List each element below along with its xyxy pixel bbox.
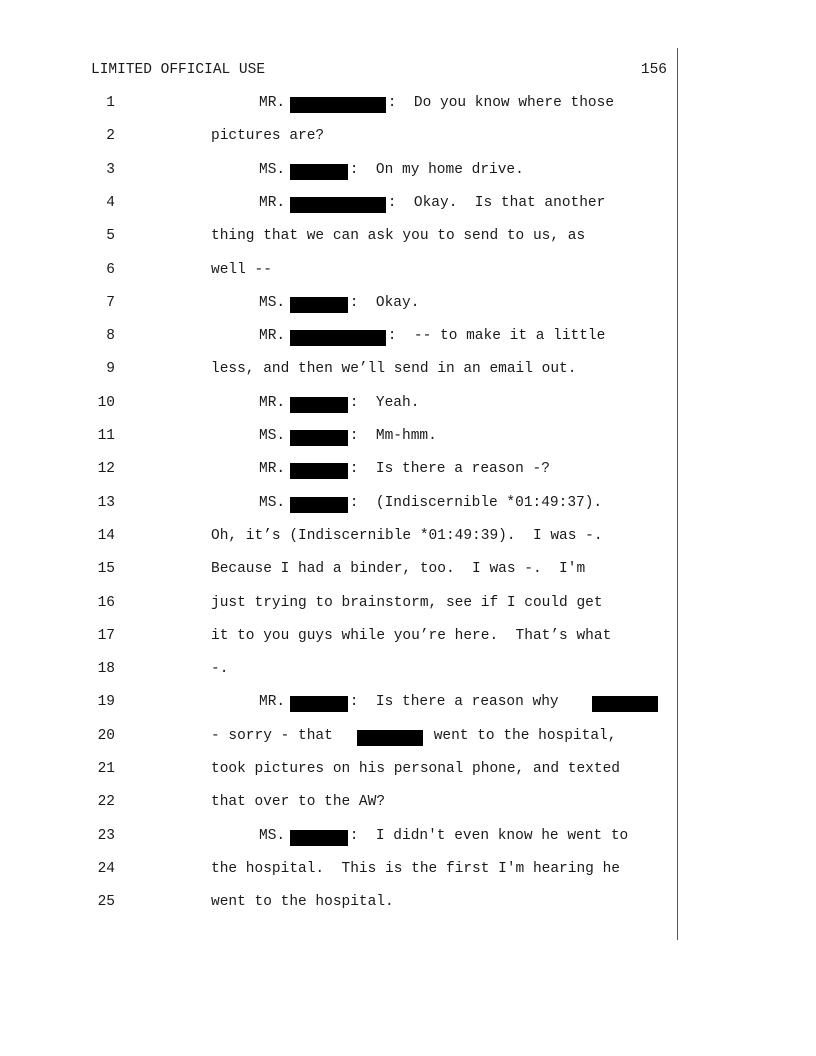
line-text: : (Indiscernible *01:49:37). [349,494,603,511]
line-text: less, and then we’ll send in an email out. [211,361,577,378]
line-number: 17 [97,627,115,644]
line-text: just trying to brainstorm, see if I could get [211,594,603,611]
line-text: that over to the AW? [211,794,386,811]
line-number: 6 [106,261,115,278]
transcript-line [0,328,816,348]
transcript-line [0,728,816,748]
transcript-line [0,894,816,914]
transcript-line [0,128,816,148]
transcript-line [0,461,816,481]
transcript-line [0,861,816,881]
redaction-box [290,164,348,180]
line-number: 23 [97,827,115,844]
line-text: went to the hospital, [425,727,617,744]
line-text: pictures are? [211,128,325,145]
line-number: 14 [97,527,115,544]
line-number: 8 [106,328,115,345]
redaction-box [290,197,386,213]
page-number: 156 [640,62,667,78]
line-text: MS. [259,428,286,444]
line-text: : -- to make it a little [387,328,606,345]
transcript-line [0,761,816,781]
redaction-box [290,696,348,712]
line-text: MR. [259,394,286,411]
transcript-line [0,361,816,381]
transcript-line [0,95,816,115]
transcript-line [0,561,816,581]
line-text: MR. [259,328,286,345]
transcript-line [0,661,816,681]
transcript-line [0,528,816,548]
line-number: 24 [97,860,115,877]
line-text: : Is there a reason why [349,694,568,711]
transcript-line [0,428,816,448]
line-number: 18 [97,661,115,678]
redaction-box [290,330,386,346]
line-text: : On my home drive. [349,161,524,178]
redaction-box [290,463,348,479]
redaction-box [290,297,348,313]
classification-header: LIMITED OFFICIAL USE [91,62,266,78]
line-number: 19 [97,694,115,711]
transcript-line [0,794,816,814]
transcript-line [0,295,816,315]
line-number: 9 [106,361,115,378]
line-number: 22 [97,794,115,811]
line-number: 20 [97,727,115,744]
line-text: -. [211,661,229,678]
transcript-line [0,195,816,215]
line-text: took pictures on his personal phone, and texted [211,761,620,777]
redaction-box [290,830,348,846]
transcript-line [0,395,816,415]
line-text: MR. [259,461,286,478]
line-number: 16 [97,594,115,611]
line-number: 2 [106,128,115,145]
line-text: : Okay. [349,294,420,311]
line-number: 13 [97,494,115,511]
line-number: 7 [106,294,115,311]
line-text: : Mm-hmm. [349,428,437,444]
line-text: went to the hospital. [211,894,394,911]
line-number: 21 [97,761,115,777]
redaction-box [290,97,386,113]
line-text: MR. [259,694,286,711]
line-number: 11 [97,428,115,444]
line-text: Because I had a binder, too. I was -. I'm [211,561,586,578]
line-text: the hospital. This is the first I'm hearing he [211,860,620,877]
transcript-line [0,628,816,648]
line-text: MS. [259,494,286,511]
transcript-line [0,828,816,848]
line-text: MS. [259,294,286,311]
redaction-box [290,497,348,513]
transcript-line [0,262,816,282]
transcript-line [0,595,816,615]
line-text: MS. [259,827,286,844]
line-text: well -- [211,261,272,278]
transcript-line [0,228,816,248]
line-number: 15 [97,561,115,578]
line-number: 12 [97,461,115,478]
line-number: 3 [106,161,115,178]
transcript-line [0,495,816,515]
line-text: MS. [259,161,286,178]
line-text: : Okay. Is that another [387,194,606,211]
line-text: : Yeah. [349,394,420,411]
line-text: : I didn't even know he went to [349,827,629,844]
line-text: it to you guys while you’re here. That’s what [211,627,612,644]
line-text: - sorry - that [211,727,342,744]
line-text: : Is there a reason -? [349,461,550,478]
line-number: 4 [106,194,115,211]
line-number: 10 [97,394,115,411]
transcript-line [0,694,816,714]
transcript-line [0,162,816,182]
line-number: 1 [106,95,115,111]
redaction-box [357,730,423,746]
line-text: Oh, it’s (Indiscernible *01:49:39). I was -. [211,527,603,544]
redaction-box [290,430,348,446]
line-text: : Do you know where those [387,95,615,111]
line-text: MR. [259,194,286,211]
line-text: thing that we can ask you to send to us, as [211,228,586,245]
redaction-box [290,397,348,413]
redaction-box [592,696,658,712]
line-text: MR. [259,95,286,111]
line-number: 25 [97,894,115,911]
line-number: 5 [106,228,115,245]
